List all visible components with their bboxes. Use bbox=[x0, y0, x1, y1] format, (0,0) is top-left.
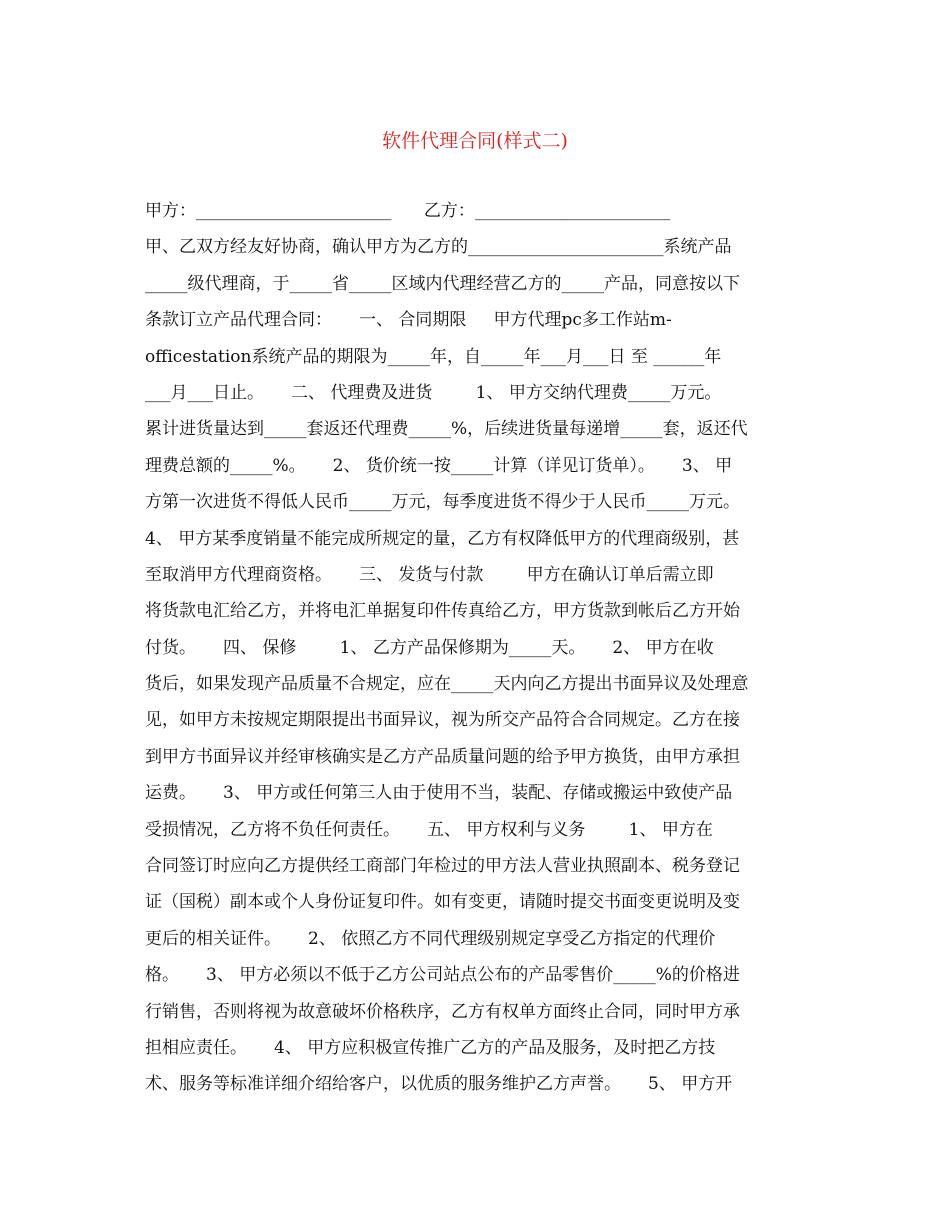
text-line: 甲、乙双方经友好协商，确认甲方为乙方的_______________________系统产品 bbox=[145, 237, 732, 258]
text-line: 理费总额的_____%。 2、 货价统一按_____计算（详见订货单）。 3、 甲 bbox=[145, 455, 733, 476]
text-line: 术、服务等标准详细介绍给客户，以优质的服务维护乙方声誉。 5、 甲方开 bbox=[145, 1074, 733, 1095]
text-line: 甲方：_______________________ 乙方：_______________________ bbox=[145, 201, 671, 221]
text-line: 运费。 3、 甲方或任何第三人由于使用不当，装配、存储或搬运中致使产品 bbox=[145, 783, 733, 804]
text-line: 方第一次进货不得低人民币_____万元，每季度进货不得少于人民币_____万元。 bbox=[145, 492, 740, 513]
text-line: 合同签订时应向乙方提供经工商部门年检过的甲方法人营业执照副本、税务登记 bbox=[145, 856, 740, 877]
text-line: 至取消甲方代理商资格。 三、 发货与付款 甲方在确认订单后需立即 bbox=[145, 564, 714, 585]
text-line: 到甲方书面异议并经审核确实是乙方产品质量问题的给予甲方换货，由甲方承担 bbox=[145, 746, 740, 767]
text-line: 更后的相关证件。 2、 依照乙方不同代理级别规定享受乙方指定的代理价 bbox=[145, 928, 716, 949]
contract-body bbox=[145, 193, 810, 1103]
text-line: 格。 3、 甲方必须以不低于乙方公司站点公布的产品零售价_____%的价格进 bbox=[145, 965, 740, 986]
text-line: 受损情况，乙方将不负任何责任。 五、 甲方权利与义务 1、 甲方在 bbox=[145, 819, 713, 840]
text-line: 将货款电汇给乙方，并将电汇单据复印件传真给乙方，甲方货款到帐后乙方开始 bbox=[145, 601, 740, 622]
text-line: 见，如甲方未按规定期限提出书面异议，视为所交产品符合合同规定。乙方在接 bbox=[145, 710, 740, 731]
text-line: 条款订立产品代理合同： 一、 合同期限 甲方代理pc多工作站m- bbox=[145, 310, 672, 331]
text-line: 4、 甲方某季度销量不能完成所规定的量，乙方有权降低甲方的代理商级别，甚 bbox=[145, 528, 740, 549]
text-line: 行销售，否则将视为故意破坏价格秩序，乙方有权单方面终止合同，同时甲方承 bbox=[145, 1001, 740, 1022]
text-line: 累计进货量达到_____套返还代理费_____%，后续进货量每递增_____套，返还代 bbox=[145, 419, 748, 440]
text-line: officestation系统产品的期限为_____年，自_____年___月___日 至 ______年 bbox=[145, 346, 722, 367]
text-line: _____级代理商，于_____省_____区域内代理经营乙方的_____产品，同意按以下 bbox=[145, 273, 740, 294]
text-line: 货后，如果发现产品质量不合规定，应在_____天内向乙方提出书面异议及处理意 bbox=[145, 674, 749, 695]
text-line: 担相应责任。 4、 甲方应积极宣传推广乙方的产品及服务，及时把乙方技 bbox=[145, 1037, 716, 1058]
text-line: ___月___日止。 二、 代理费及进货 1、 甲方交纳代理费_____万元。 bbox=[145, 382, 722, 403]
text-line: 付货。 四、 保修 1、 乙方产品保修期为_____天。 2、 甲方在收 bbox=[145, 637, 714, 658]
document-title: 软件代理合同(样式二) bbox=[382, 130, 568, 152]
text-line: 证（国税）副本或个人身份证复印件。如有变更，请随时提交书面变更说明及变 bbox=[145, 892, 740, 913]
